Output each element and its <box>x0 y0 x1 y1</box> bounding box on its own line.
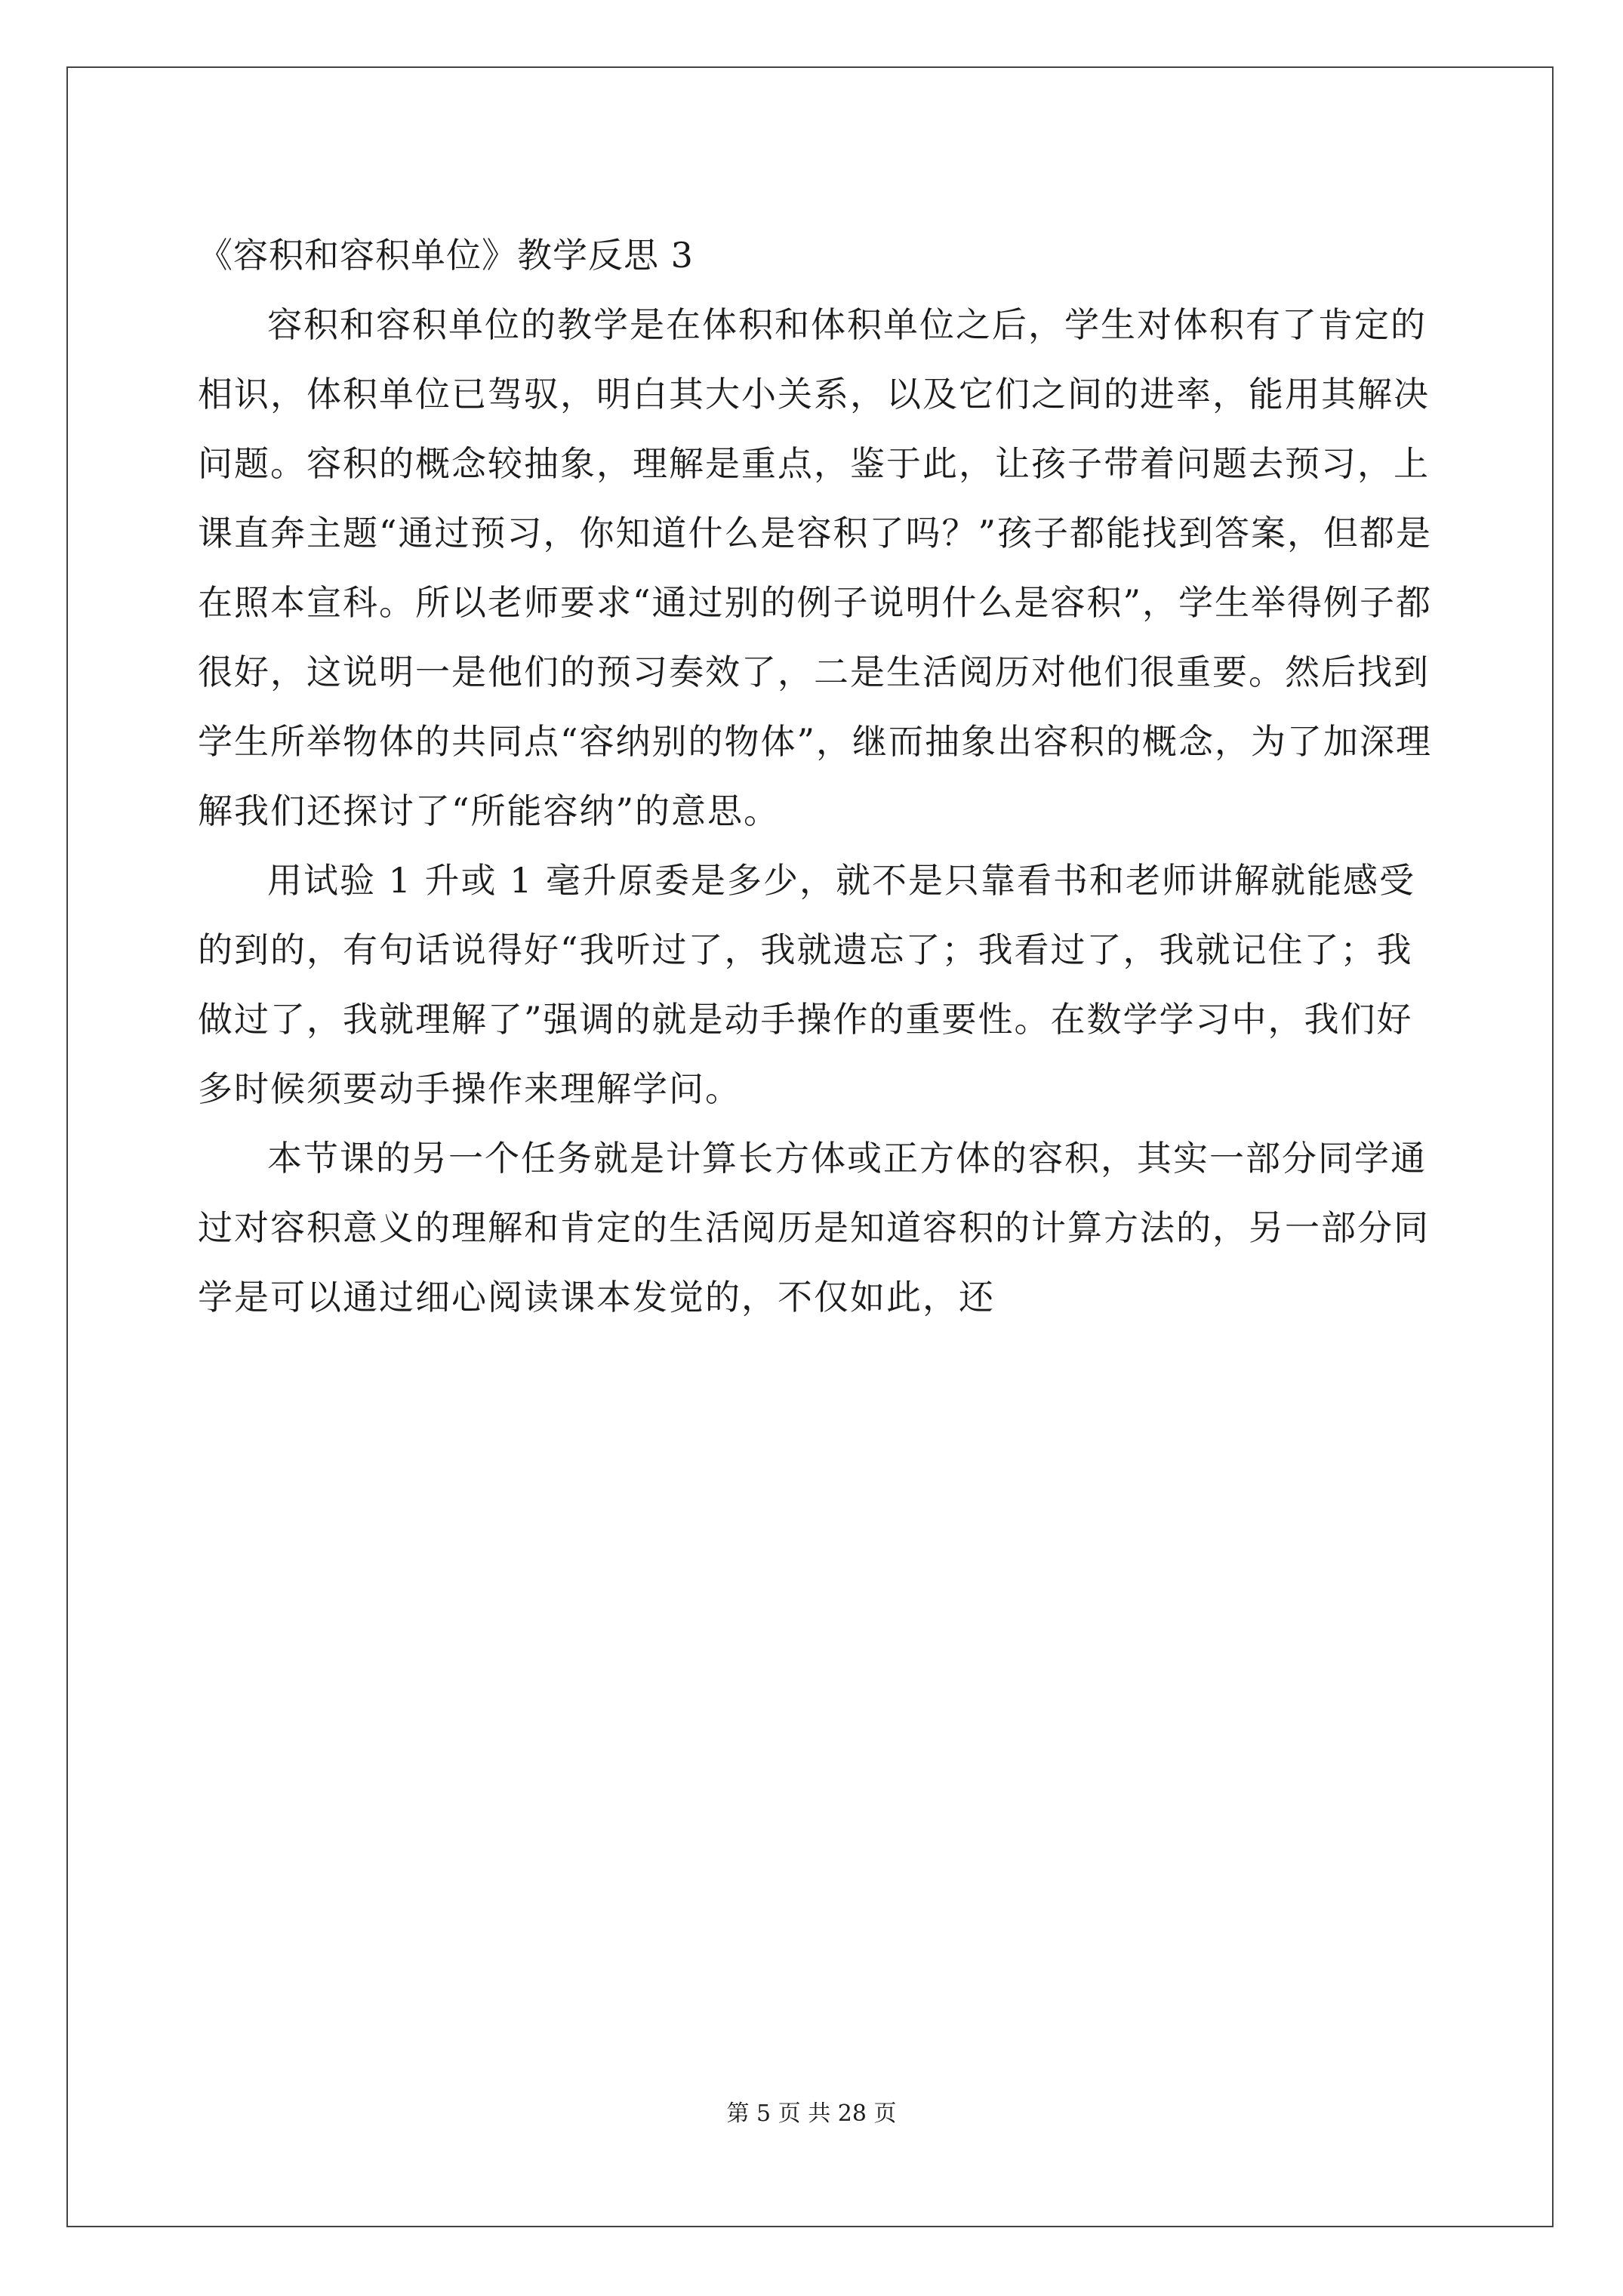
document-body <box>198 220 1436 1332</box>
paragraph-2: 用试验 1 升或 1 毫升原委是多少，就不是只靠看书和老师讲解就能感受的到的，有句话说得好“我听过了，我就遗忘了；我看过了，我就记住了；我做过了，我就理解了”强调的就是动手操作的重要性。在数学学习中，我们好多时候须要动手操作来理解学问。 <box>198 860 1416 1109</box>
paragraph-1: 容积和容积单位的教学是在体积和体积单位之后，学生对体积有了肯定的相识，体积单位已驾驭，明白其大小关系，以及它们之间的进率，能用其解决问题。容积的概念较抽象，理解是重点，鉴于此，让孩子带着问题去预习，上课直奔主题“通过预习，你知道什么是容积了吗？”孩子都能找到答案，但都是在照本宣科。所以老师要求“通过别的例子说明什么是容积”，学生举得例子都很好，这说明一是他们的预习奏效了，二是生活阅历对他们很重要。然后找到学生所举物体的共同点“容纳别的物体”，继而抽象出容积的概念，为了加深理解我们还探讨了“所能容纳”的意思。 <box>198 304 1433 831</box>
document-title: 《容积和容积单位》教学反思 3 <box>198 235 694 276</box>
paragraph-3: 本节课的另一个任务就是计算长方体或正方体的容积，其实一部分同学通过对容积意义的理解和肯定的生活阅历是知道容积的计算方法的，另一部分同学是可以通过细心阅读课本发觉的，不仅如此，还 <box>198 1138 1430 1318</box>
page-number-footer: 第 5 页 共 28 页 <box>726 2100 897 2127</box>
